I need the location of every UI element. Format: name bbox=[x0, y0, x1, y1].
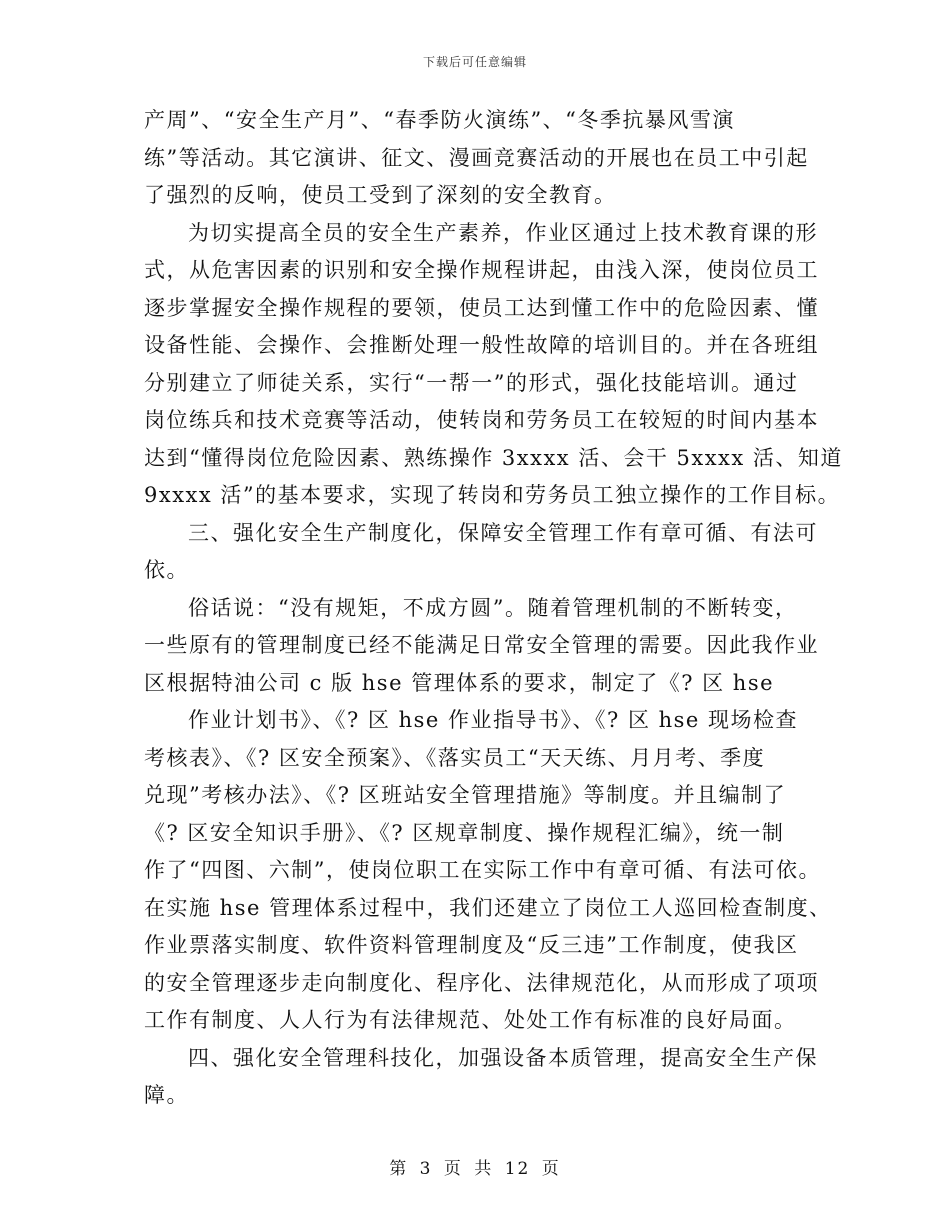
text-line: 式，从危害因素的识别和安全操作规程讲起，由浅入深，使岗位员工 bbox=[144, 258, 819, 282]
text-line: 产周”、“安全生产月”、“春季防火演练”、“冬季抗暴风雪演 bbox=[144, 108, 735, 132]
text-line: 了强烈的反响，使员工受到了深刻的安全教育。 bbox=[144, 183, 617, 207]
text-line: 作业票落实制度、软件资料管理制度及“反三违”工作制度，使我区 bbox=[144, 933, 799, 957]
paragraph-start-line: 作业计划书》、《? 区 hse 作业指导书》、《? 区 hse 现场检查 bbox=[188, 708, 799, 732]
text-line: 分别建立了师徒关系，实行“一帮一”的形式，强化技能培训。通过 bbox=[144, 370, 799, 395]
text-line: 工作有制度、人人行为有法律规范、处处工作有标准的良好局面。 bbox=[144, 1008, 797, 1032]
text-line: 作了“四图、六制”，使岗位职工在实际工作中有章可循、有法可依。 bbox=[144, 858, 821, 882]
text-line: 练”等活动。其它演讲、征文、漫画竞赛活动的开展也在员工中引起 bbox=[144, 145, 809, 170]
paragraph-start-line: 俗话说：“没有规矩，不成方圆”。随着管理机制的不断转变， bbox=[188, 595, 798, 620]
text-line: 逐步掌握安全操作规程的要领，使员工达到懂工作中的危险因素、懂 bbox=[144, 295, 819, 320]
text-line: 9xxxx 活”的基本要求，实现了转岗和劳务员工独立操作的工作目标。 bbox=[144, 483, 841, 507]
text-line: 一些原有的管理制度已经不能满足日常安全管理的需要。因此我作业 bbox=[144, 633, 819, 657]
section-heading-line: 障。 bbox=[144, 1083, 189, 1107]
text-line: 在实施 hse 管理体系过程中，我们还建立了岗位工人巡回检查制度、 bbox=[144, 895, 832, 920]
document-body bbox=[144, 102, 843, 1115]
text-line: 的安全管理逐步走向制度化、程序化、法律规范化，从而形成了项项 bbox=[144, 970, 819, 995]
text-line: 考核表》、《? 区安全预案》、《落实员工“天天练、月月考、季度 bbox=[144, 745, 766, 770]
section-heading-line: 依。 bbox=[144, 558, 189, 582]
text-line: 岗位练兵和技术竞赛等活动，使转岗和劳务员工在较短的时间内基本 bbox=[144, 408, 819, 432]
paragraph-start-line: 为切实提高全员的安全生产素养，作业区通过上技术教育课的形 bbox=[188, 220, 818, 245]
section-heading-line: 三、强化安全生产制度化，保障安全管理工作有章可循、有法可 bbox=[188, 520, 818, 545]
section-heading-line: 四、强化安全管理科技化，加强设备本质管理，提高安全生产保 bbox=[188, 1045, 818, 1070]
text-line: 达到“懂得岗位危险因素、熟练操作 3xxxx 活、会干 5xxxx 活、知道 bbox=[144, 445, 843, 470]
text-line: 设备性能、会操作、会推断处理一般性故障的培训目的。并在各班组 bbox=[144, 333, 819, 357]
page-header-note: 下载后可任意编辑 bbox=[422, 55, 527, 69]
text-line: 《? 区安全知识手册》、《? 区规章制度、操作规程汇编》，统一制 bbox=[144, 820, 785, 845]
text-line: 兑现”考核办法》、《? 区班站安全管理措施》等制度。并且编制了 bbox=[144, 783, 787, 807]
page-number-footer: 第 3 页 共 12 页 bbox=[389, 1159, 561, 1179]
text-line: 区根据特油公司 c 版 hse 管理体系的要求，制定了《? 区 hse bbox=[144, 670, 775, 695]
